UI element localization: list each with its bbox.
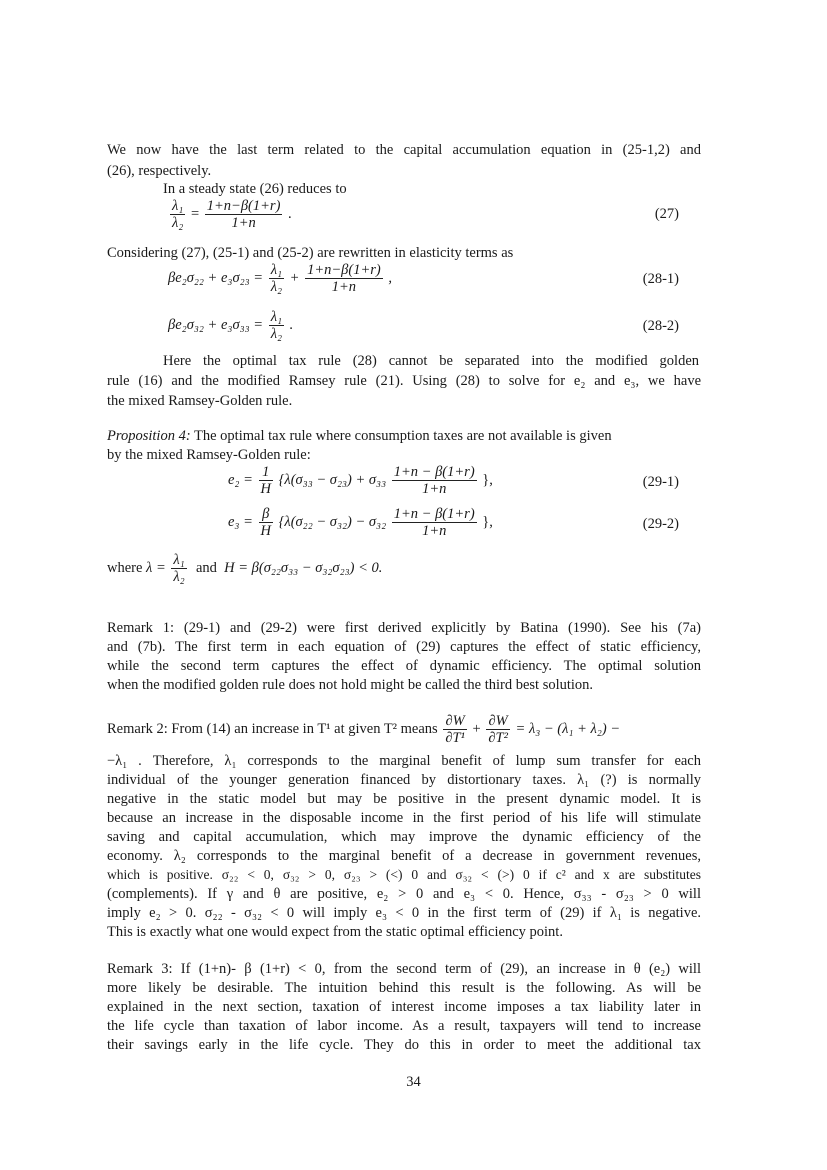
equation-27: $\frac{\text{λ₁}}{\text{λ₂}}$ = $\frac{1+n-\beta(1+r)}{1+n}$ . xyxy=(172,198,292,231)
proposition-label: Proposition 4: xyxy=(107,428,191,444)
text-line: which is positive. σ₂₂ < 0, σ₃₂ > 0, σ₂₃ > (<) 0 and σ₃₂ < (>) 0 if c² and x are substitutes xyxy=(107,867,701,882)
text-line: individual of the younger generation financed by distortionary taxes. λ₁ (?) is normally xyxy=(107,772,701,788)
text-line: more likely be desirable. The intuition behind this result is the following. As will be xyxy=(107,980,701,996)
text-line: while the second term captures the effect of dynamic efficiency. The optimal solution xyxy=(107,658,701,674)
remark2-first-line: Remark 2: From (14) an increase in T¹ at given T² means $\frac{\partial W}{\text{∂T¹}}$ + $\frac{\partial W}{\text{∂T²}}$ = λ₃ − (λ₁ + λ₂) − xyxy=(107,713,621,746)
equation-number: (29-2) xyxy=(642,516,679,532)
text-line: Remark 1: (29-1) and (29-2) were first derived explicitly by Batina (1990). See his (7a) xyxy=(107,620,701,636)
text-line: (26), respectively. xyxy=(107,163,212,179)
equation-28-2: βe₂σ₃₂ + e₃σ₃₃ = $\frac{\text{λ₁}}{\text{λ₂}}$ . xyxy=(168,309,294,342)
equation-number: (29-1) xyxy=(642,474,679,490)
text-line: the mixed Ramsey-Golden rule. xyxy=(107,393,293,409)
where-line: where λ = $\frac{\text{λ₁}}{\text{λ₂}}$ and H = β(σ₂₂σ₃₃ − σ₃₂σ₂₃) < 0. xyxy=(107,552,383,585)
text-line: Here the optimal tax rule (28) cannot be separated into the modified golden xyxy=(163,353,699,369)
text-line: explained in the next section, taxation of interest income imposes a tax liability later in xyxy=(107,999,701,1015)
text-line: (complements). If γ and θ are positive, e₂ > 0 and e₃ < 0. Hence, σ₃₃ - σ₂₃ > 0 will xyxy=(107,886,701,902)
text-line: and (7b). The first term in each equation of (29) captures the effect of static efficiency, xyxy=(107,639,701,655)
text-line: the life cycle than taxation of labor income. As a result, taxpayers will tend to increase xyxy=(107,1018,701,1034)
equation-29-2: e₃ = $\frac{\beta}{H}$ {λ(σ₂₂ − σ₃₂) − σ₃₂ $\frac{1+n - \beta(1+r)}{1+n}$ }, xyxy=(228,506,493,539)
equation-number: (27) xyxy=(654,206,679,222)
text-line: their savings early in the life cycle. They do this in order to meet the additional tax xyxy=(107,1037,701,1053)
text-line: negative in the static model but may be positive in the present dynamic model. It is xyxy=(107,791,701,807)
text-line: Remark 3: If (1+n)- β (1+r) < 0, from the second term of (29), an increase in θ (e₂) will xyxy=(107,961,701,977)
text-line: We now have the last term related to the capital accumulation equation in (25-1,2) and xyxy=(107,142,701,158)
text-line: economy. λ₂ corresponds to the marginal benefit of a decrease in government revenues, xyxy=(107,848,701,864)
text-line: because an increase in the disposable income in the first period of his life will stimulate xyxy=(107,810,701,826)
text-line: −λ₁ . Therefore, λ₁ corresponds to the marginal benefit of lump sum transfer for each xyxy=(107,753,701,769)
equation-29-1: e₂ = $\frac{1}{H}$ {λ(σ₃₃ − σ₂₃) + σ₃₃ $\frac{1+n - \beta(1+r)}{1+n}$ }, xyxy=(228,464,493,497)
text-line: rule (16) and the modified Ramsey rule (21). Using (28) to solve for e₂ and e₃, we have xyxy=(107,373,701,389)
equation-number: (28-1) xyxy=(642,271,679,287)
proposition-line: Proposition 4: The optimal tax rule where consumption taxes are not available is given xyxy=(107,428,612,444)
text-line: In a steady state (26) reduces to xyxy=(163,181,347,197)
text-line: This is exactly what one would expect from the static optimal efficiency point. xyxy=(107,924,563,940)
text-line: by the mixed Ramsey-Golden rule: xyxy=(107,447,311,463)
text-line: saving and capital accumulation, which may improve the dynamic efficiency of the xyxy=(107,829,701,845)
page-number: 34 xyxy=(406,1074,421,1090)
equation-number: (28-2) xyxy=(642,318,679,334)
text-line: when the modified golden rule does not hold might be called the third best solution. xyxy=(107,677,594,693)
text-line: imply e₂ > 0. σ₂₂ - σ₃₂ < 0 will imply e₃ < 0 in the first term of (29) if λ₁ is negative. xyxy=(107,905,701,921)
text-line: Considering (27), (25-1) and (25-2) are rewritten in elasticity terms as xyxy=(107,245,514,261)
equation-28-1: βe₂σ₂₂ + e₃σ₂₃ = $\frac{\text{λ₁}}{\text{λ₂}}$ + $\frac{1+n-\beta(1+r)}{1+n}$ , xyxy=(168,262,392,295)
